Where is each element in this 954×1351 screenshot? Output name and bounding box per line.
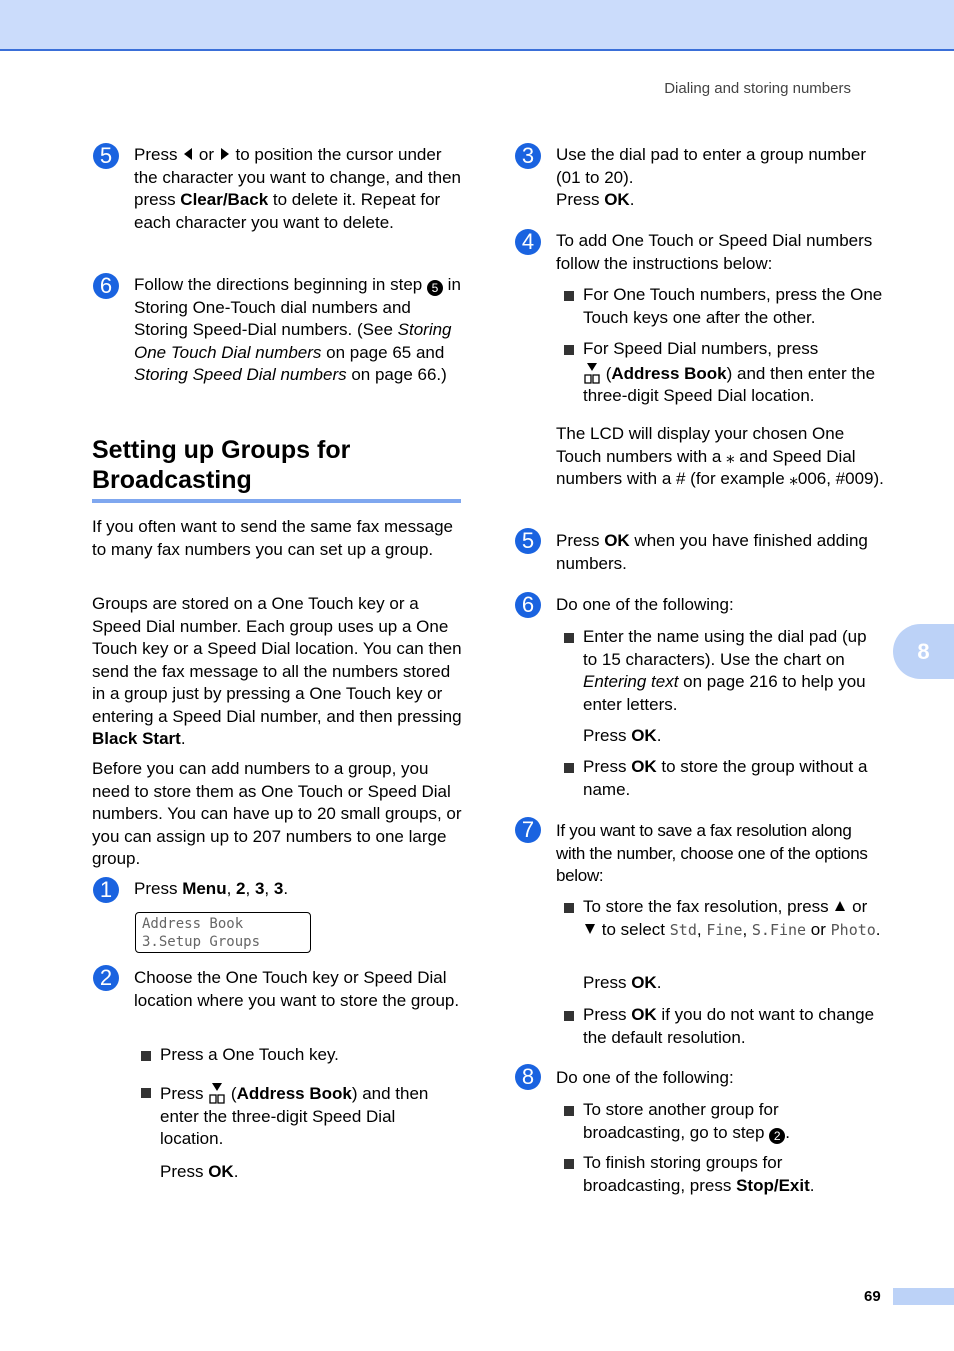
step-number-badge: 4 bbox=[515, 229, 541, 255]
up-arrow-icon bbox=[835, 901, 845, 911]
step-ref-badge: 5 bbox=[427, 280, 443, 296]
step-number-badge: 7 bbox=[515, 817, 541, 843]
before-paragraph: Before you can add numbers to a group, you need to store them as One Touch or Speed Dial numbers. You can have up to 20 small groups, or you can assign up to 207 numbers to one large group. bbox=[92, 759, 462, 868]
lcd-note: The LCD will display your chosen One Touch numbers with a ⁎ and Speed Dial numbers with a # (for example ⁎006, #009). bbox=[556, 424, 884, 488]
step-text: Do one of the following: bbox=[556, 595, 734, 614]
bullet-item: Press (Address Book) and then enter the three-digit Speed Dial location. bbox=[160, 1081, 460, 1151]
step-number-badge: 2 bbox=[93, 965, 119, 991]
step-number-badge: 6 bbox=[93, 273, 119, 299]
down-arrow-icon bbox=[585, 924, 595, 934]
intro-paragraph: If you often want to send the same fax message to many fax numbers you can set up a group. bbox=[92, 517, 453, 559]
right-arrow-icon bbox=[221, 148, 229, 160]
press-ok-line: Press OK. bbox=[583, 726, 662, 745]
bullet-item: For Speed Dial numbers, press (Address Book) and then enter the three-digit Speed Dial location. bbox=[583, 338, 883, 408]
footer-bar bbox=[893, 1288, 954, 1305]
bullet-item: To store another group for broadcasting, go to step 2 . bbox=[583, 1099, 883, 1144]
page-number: 69 bbox=[864, 1288, 881, 1305]
press-ok-line: Press OK. bbox=[583, 973, 662, 992]
chapter-tab: 8 bbox=[893, 624, 954, 679]
bullet-item: To store the fax resolution, press or to select Std, Fine, S.Fine or Photo. bbox=[583, 896, 888, 941]
lcd-line-1: Address Book bbox=[142, 916, 244, 932]
step-number-badge: 5 bbox=[93, 143, 119, 169]
step-number-badge: 1 bbox=[93, 877, 119, 903]
address-book-icon bbox=[583, 361, 601, 385]
lcd-line-2: 3.Setup Groups bbox=[142, 934, 261, 950]
address-book-icon bbox=[208, 1081, 226, 1105]
step-text: Press or to position the cursor under the character you want to change, and then press Clear/Back to delete it. Repeat for each character you want to delete. bbox=[134, 145, 462, 232]
lcd-display bbox=[135, 912, 311, 953]
bullet-item: Press OK if you do not want to change the default resolution. bbox=[583, 1004, 883, 1049]
step-text: Use the dial pad to enter a group number (01 to 20). Press OK. bbox=[556, 145, 866, 209]
step-number-badge: 5 bbox=[515, 528, 541, 554]
press-ok-line: Press OK. bbox=[160, 1162, 239, 1181]
step-text: Press OK when you have finished adding numbers. bbox=[556, 531, 868, 573]
step-text: Do one of the following: bbox=[556, 1068, 734, 1087]
running-header: Dialing and storing numbers bbox=[664, 80, 851, 97]
step-ref-badge: 2 bbox=[769, 1128, 785, 1144]
step-text: Press Menu, 2, 3, 3. bbox=[134, 879, 289, 898]
bullet-item: Press a One Touch key. bbox=[160, 1044, 460, 1067]
step-text: To add One Touch or Speed Dial numbers follow the instructions below: bbox=[556, 231, 873, 273]
groups-paragraph: Groups are stored on a One Touch key or a Speed Dial number. Each group uses up a One Touch key or a Speed Dial location. You can then send the fax message to all the numbers stored in a group just by pressing a One Touch key or entering a Speed Dial number, and then pressing Black Start. bbox=[92, 594, 462, 748]
step-text: If you want to save a fax resolution along with the number, choose one of the options below: bbox=[556, 821, 868, 885]
step-text: Choose the One Touch key or Speed Dial location where you want to store the group. bbox=[134, 968, 460, 1010]
step-number-badge: 8 bbox=[515, 1064, 541, 1090]
left-arrow-icon bbox=[184, 148, 192, 160]
title-underline bbox=[92, 499, 461, 503]
bullet-item: Press OK to store the group without a name. bbox=[583, 756, 883, 801]
bullet-item: Enter the name using the dial pad (up to 15 characters). Use the chart on Entering text on page 216 to help you enter letters. bbox=[583, 626, 883, 716]
bullet-item: For One Touch numbers, press the One Touch keys one after the other. bbox=[583, 284, 883, 329]
step-text: Follow the directions beginning in step 5 in Storing One-Touch dial numbers and Storing Speed-Dial numbers. (See Storing One Touch Dial numbers on page 65 and Storing Speed Dial numbers on page 66.) bbox=[134, 275, 461, 384]
step-number-badge: 3 bbox=[515, 143, 541, 169]
step-number-badge: 6 bbox=[515, 592, 541, 618]
section-title: Setting up Groups for Broadcasting bbox=[92, 436, 351, 494]
bullet-item: To finish storing groups for broadcasting, press Stop/Exit. bbox=[583, 1152, 883, 1197]
top-banner bbox=[0, 0, 954, 51]
